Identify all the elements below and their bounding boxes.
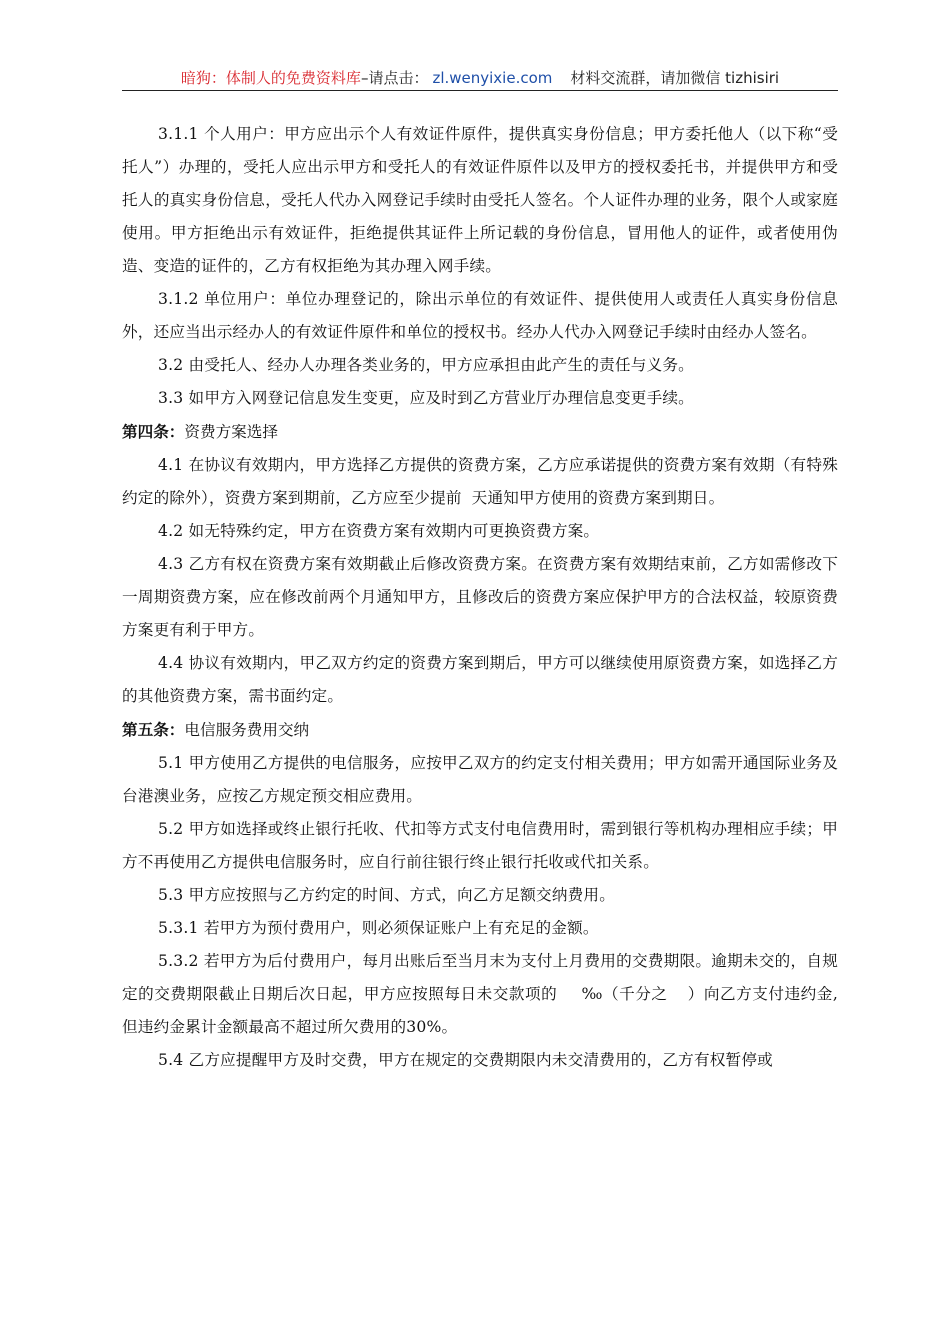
clause-4-4: 4.4 协议有效期内，甲乙双方约定的资费方案到期后，甲方可以继续使用原资费方案，如选择乙方的其他资费方案，需书面约定。 [122,654,838,705]
header-url-link[interactable]: zl.wenyixie.com [432,69,553,87]
clause-5-3-2 [122,945,838,1044]
clause-4-1-text-b: 天通知甲方使用的资费方案到期日。 [471,489,725,507]
article-5-heading [122,713,838,747]
clause-4-1 [122,449,838,515]
clause-3-1-2: 3.1.2 单位用户：单位办理登记的，除出示单位的有效证件、提供使用人或责任人真实身份信息外，还应当出示经办人的有效证件原件和单位的授权书。经办人代办入网登记手续时由经办人签名。 [122,290,838,341]
clause-4-2: 4.2 如无特殊约定，甲方在资费方案有效期内可更换资费方案。 [158,522,600,540]
clause-5-4: 5.4 乙方应提醒甲方及时交费，甲方在规定的交费期限内未交清费用的，乙方有权暂停或 [158,1051,773,1069]
article-5-title: 电信服务费用交纳 [184,721,310,739]
clause-5-3-2-text-a: 5.3.2 若甲方为后付费用户，每月出账后至当月末为支付上月费用的交费期限。逾期未交的，自规定的交费期限截止日期后次日起，甲方应按照每日未交款项的 [122,952,838,1003]
clause-5-3-2-text-c: ）向乙方支付违约金,但违约金累计金额最高不超过所欠费用的30%。 [122,985,838,1036]
clause-4-3: 4.3 乙方有权在资费方案有效期截止后修改资费方案。在资费方案有效期结束前，乙方如需修改下一周期资费方案，应在修改前两个月通知甲方，且修改后的资费方案应保护甲方的合法权益，较原资费方案更有利于甲方。 [122,555,838,639]
document-body [122,118,838,1077]
header-prompt: –请点击： [360,69,429,87]
article-4-label: 第四条： [122,422,185,441]
clause-3-2: 3.2 由受托人、经办人办理各类业务的，甲方应承担由此产生的责任与义务。 [158,356,694,374]
clause-3-3: 3.3 如甲方入网登记信息发生变更，应及时到乙方营业厅办理信息变更手续。 [158,389,694,407]
clause-5-3-1: 5.3.1 若甲方为预付费用户，则必须保证账户上有充足的金额。 [158,919,599,937]
clause-5-3: 5.3 甲方应按照与乙方约定的时间、方式，向乙方足额交纳费用。 [158,886,615,904]
clause-5-2: 5.2 甲方如选择或终止银行托收、代扣等方式支付电信费用时，需到银行等机构办理相应手续；甲方不再使用乙方提供电信服务时，应自行前往银行终止银行托收或代扣关系。 [122,820,838,871]
clause-5-1: 5.1 甲方使用乙方提供的电信服务，应按甲乙双方的约定支付相关费用；甲方如需开通国际业务及台港澳业务，应按乙方规定预交相应费用。 [122,754,838,805]
article-5-label: 第五条： [122,720,185,739]
clause-4-1-text-a: 4.1 在协议有效期内，甲方选择乙方提供的资费方案，乙方应承诺提供的资费方案有效期（有特殊约定的除外），资费方案到期前，乙方应至少提前 [122,456,838,507]
article-4-title: 资费方案选择 [184,423,278,441]
article-4-heading [122,415,838,449]
clause-3-1-1: 3.1.1 个人用户：甲方应出示个人有效证件原件，提供真实身份信息；甲方委托他人（以下称“受托人”）办理的，受托人应出示甲方和受托人的有效证件原件以及甲方的授权委托书，并提供甲方和受托人的真实身份信息，受托人代办入网登记手续时由受托人签名。个人证件办理的业务，限个人或家庭使用。甲方拒绝出示有效证件，拒绝提供其证件上所记载的身份信息，冒用他人的证件，或者使用伪造、变造的证件的，乙方有权拒绝为其办理入网手续。 [122,125,838,275]
page-header [122,66,838,91]
header-brand: 暗狗：体制人的免费资料库 [180,69,361,87]
clause-5-3-2-text-b: ‰（千分之 [581,985,668,1003]
header-wechat: 材料交流群，请加微信 tizhisiri [570,69,780,87]
